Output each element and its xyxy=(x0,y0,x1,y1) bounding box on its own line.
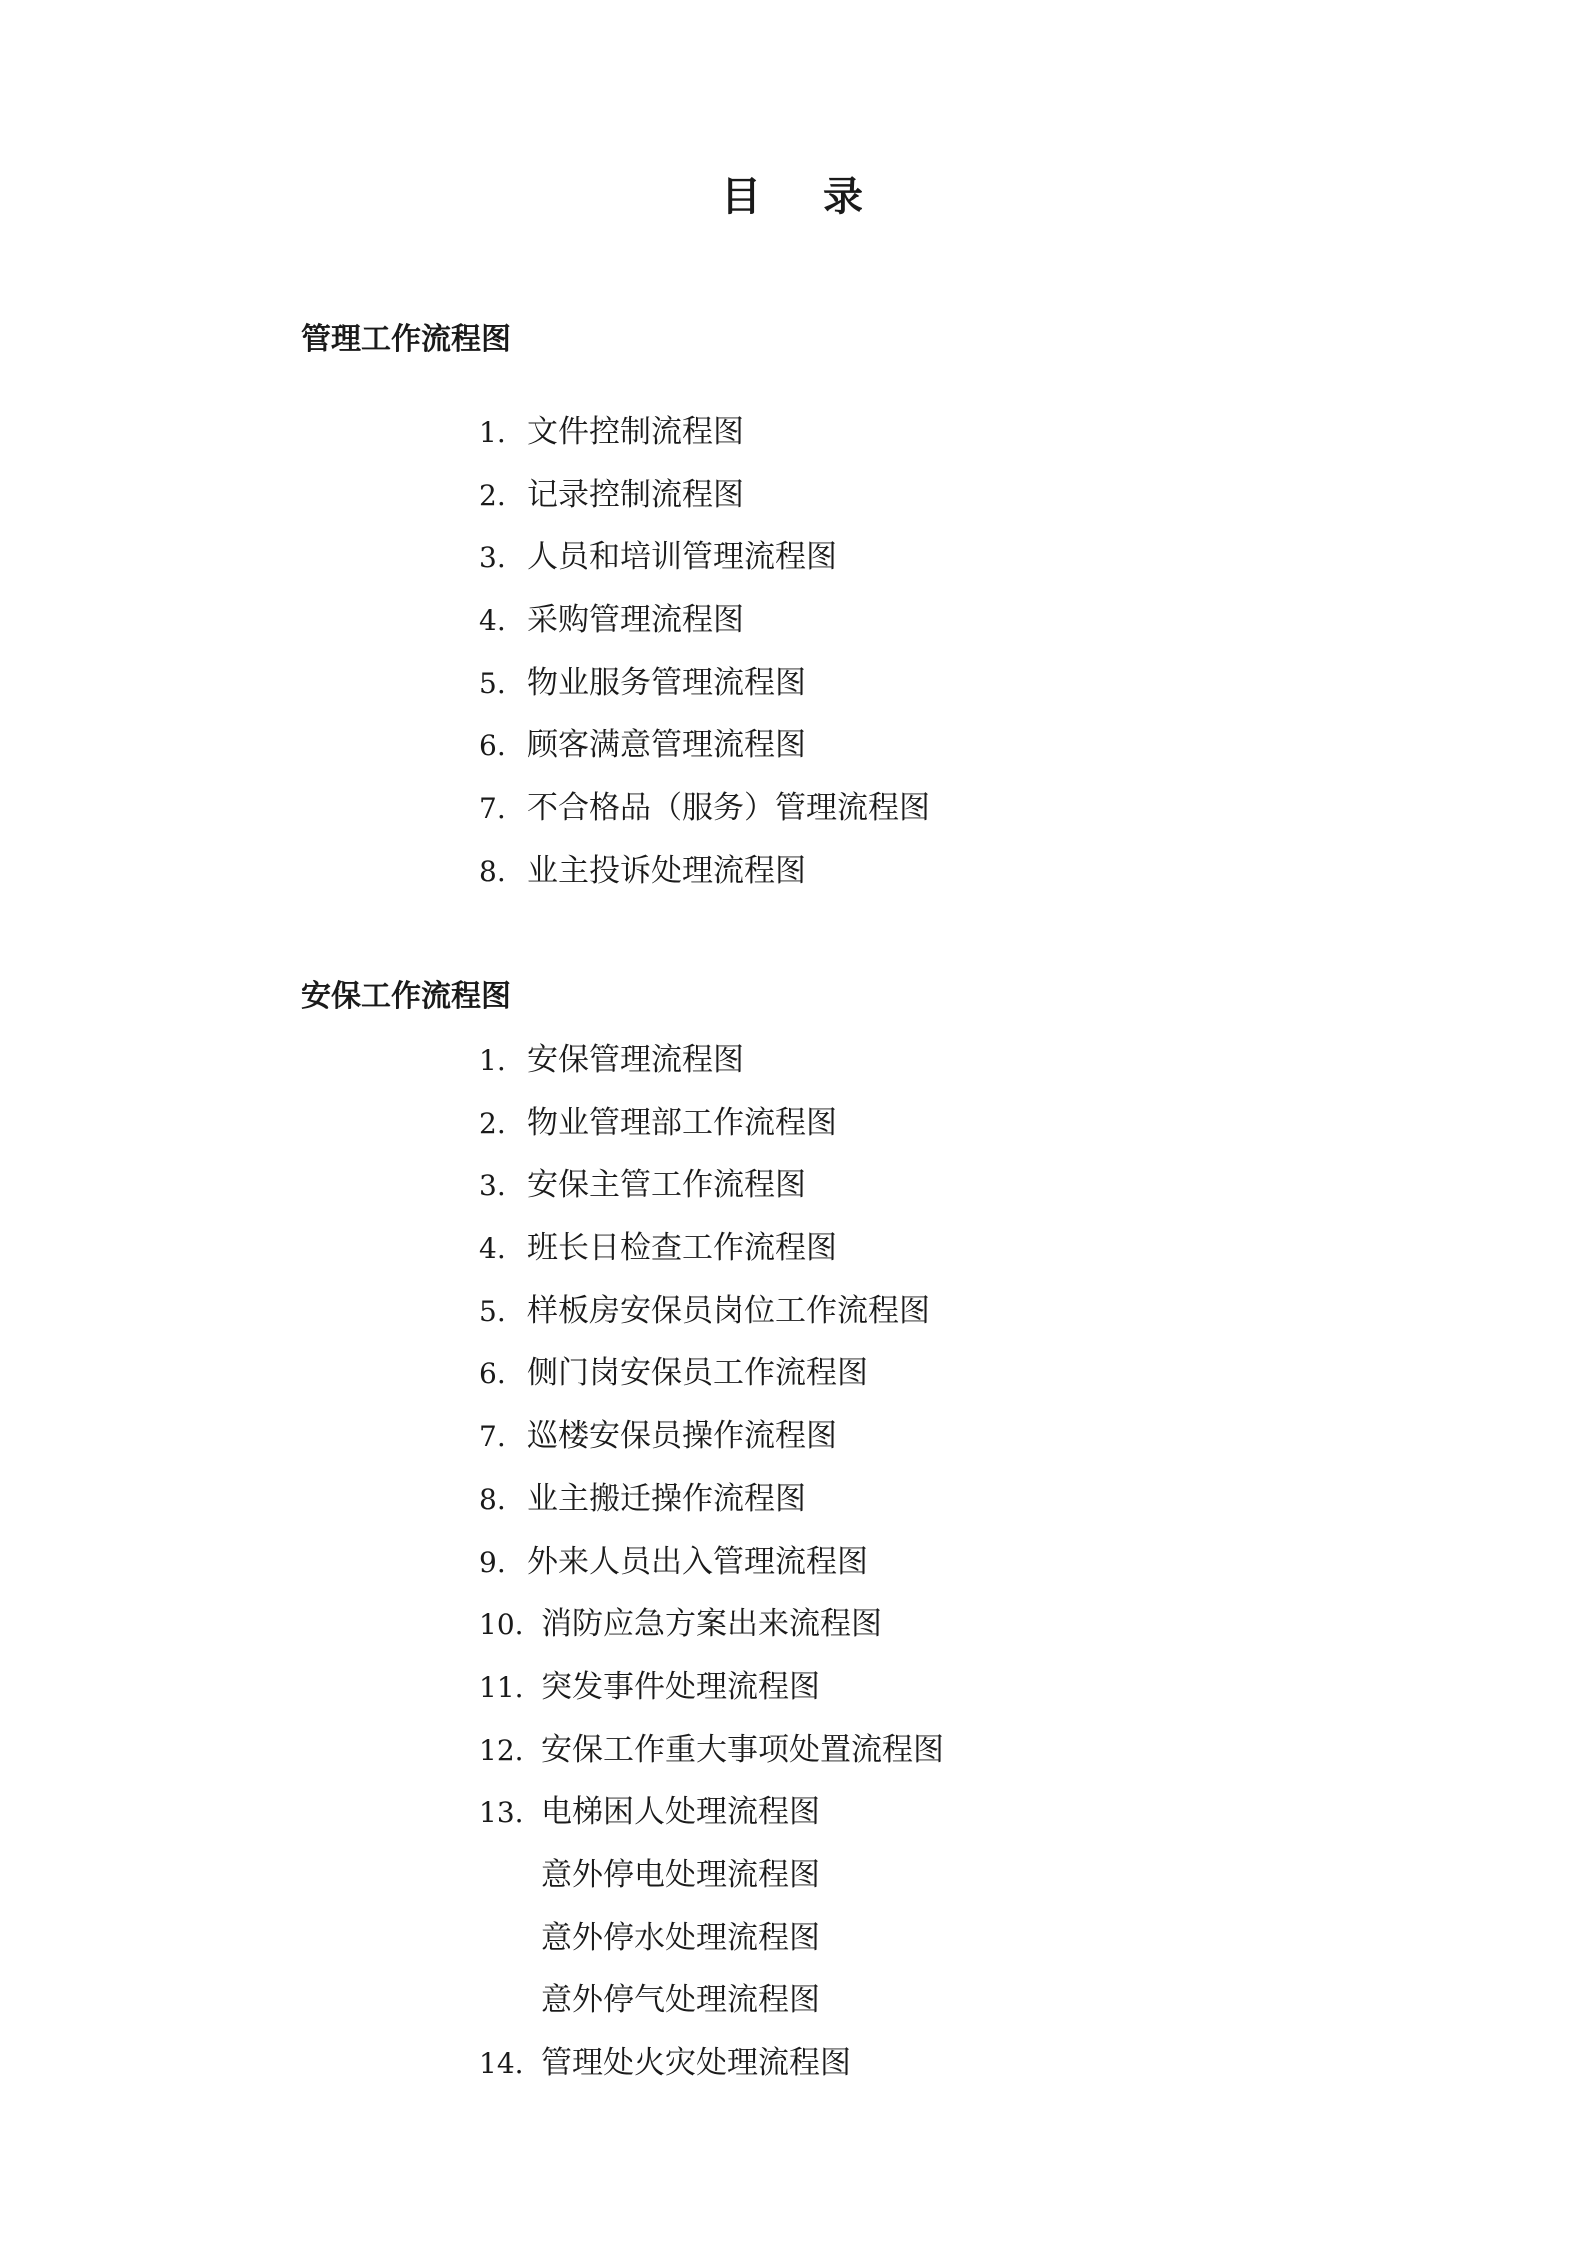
toc-item-number: 14. xyxy=(479,2047,524,2080)
toc-item-label: 安保工作重大事项处置流程图 xyxy=(541,1731,944,1768)
toc-item-label: 突发事件处理流程图 xyxy=(541,1668,820,1705)
toc-item-number: 2. xyxy=(479,1106,506,1140)
toc-item[interactable] xyxy=(479,1165,944,1228)
toc-item-label: 意外停气处理流程图 xyxy=(541,1982,820,2019)
toc-item-number: 5. xyxy=(479,666,506,700)
toc-item-label: 安保管理流程图 xyxy=(527,1042,744,1078)
toc-item[interactable] xyxy=(479,1604,944,1667)
toc-item-number: 6. xyxy=(479,1357,506,1391)
toc-item-label: 顾客满意管理流程图 xyxy=(527,727,806,764)
toc-item-number: 4. xyxy=(479,604,506,638)
toc-item[interactable] xyxy=(479,1855,944,1918)
toc-item-label: 样板房安保员岗位工作流程图 xyxy=(527,1292,930,1329)
toc-item[interactable] xyxy=(479,1228,944,1291)
toc-item[interactable] xyxy=(479,788,930,851)
toc-list-security xyxy=(479,1040,944,2106)
toc-item-number: 8. xyxy=(479,1482,506,1516)
toc-item-label: 业主投诉处理流程图 xyxy=(527,852,806,889)
toc-item-label: 业主搬迁操作流程图 xyxy=(527,1480,806,1517)
page-title-char-1: 目 xyxy=(721,174,763,220)
section-heading-security: 安保工作流程图 xyxy=(301,979,511,1014)
toc-item-number: 11. xyxy=(479,1670,524,1704)
toc-item-label: 管理处火灾处理流程图 xyxy=(541,2045,851,2081)
toc-item-number: 1. xyxy=(479,1044,506,1077)
toc-item-label: 人员和培训管理流程图 xyxy=(527,539,837,576)
toc-item[interactable] xyxy=(479,475,930,538)
toc-item[interactable] xyxy=(479,1103,944,1166)
toc-item-label: 电梯困人处理流程图 xyxy=(541,1794,820,1831)
toc-item[interactable] xyxy=(479,1291,944,1354)
toc-item-number: 10. xyxy=(479,1608,524,1642)
toc-item[interactable] xyxy=(479,1980,944,2043)
toc-item-number: 2. xyxy=(479,478,506,512)
toc-item-number: 5. xyxy=(479,1294,506,1328)
toc-item-number: 1. xyxy=(479,416,506,449)
toc-item[interactable] xyxy=(479,1918,944,1981)
toc-item-number: 7. xyxy=(479,1420,506,1454)
toc-item[interactable] xyxy=(479,537,930,600)
toc-item-label: 班长日检查工作流程图 xyxy=(527,1230,837,1267)
section-heading-management: 管理工作流程图 xyxy=(301,322,511,357)
toc-item[interactable] xyxy=(479,1353,944,1416)
toc-item[interactable] xyxy=(479,600,930,663)
toc-item[interactable] xyxy=(479,412,930,475)
toc-item[interactable] xyxy=(479,1667,944,1730)
toc-item-number: 8. xyxy=(479,854,506,888)
toc-item-label: 外来人员出入管理流程图 xyxy=(527,1543,868,1580)
toc-item[interactable] xyxy=(479,725,930,788)
toc-item-number: 12. xyxy=(479,1733,524,1767)
toc-item-label: 采购管理流程图 xyxy=(527,602,744,639)
toc-item[interactable] xyxy=(479,1040,944,1103)
toc-item[interactable] xyxy=(479,1792,944,1855)
page-title-char-2: 录 xyxy=(823,174,865,220)
toc-item-number: 4. xyxy=(479,1232,506,1266)
toc-item-label: 物业管理部工作流程图 xyxy=(527,1104,837,1141)
toc-item[interactable] xyxy=(479,1416,944,1479)
toc-item-number: 7. xyxy=(479,792,506,826)
toc-item-label: 安保主管工作流程图 xyxy=(527,1167,806,1204)
toc-item[interactable] xyxy=(479,2043,944,2106)
toc-list-management xyxy=(479,412,930,914)
toc-item-label: 不合格品（服务）管理流程图 xyxy=(527,790,930,827)
toc-item-label: 侧门岗安保员工作流程图 xyxy=(527,1355,868,1392)
toc-item-number: 3. xyxy=(479,541,506,575)
toc-item-number: 9. xyxy=(479,1545,506,1579)
toc-item-number: 6. xyxy=(479,729,506,763)
toc-item-label: 记录控制流程图 xyxy=(527,476,744,513)
toc-item-label: 意外停电处理流程图 xyxy=(541,1856,820,1893)
toc-item-label: 文件控制流程图 xyxy=(527,414,744,450)
toc-item-number: 13. xyxy=(479,1796,524,1830)
toc-item[interactable] xyxy=(479,1542,944,1605)
toc-item-label: 消防应急方案出来流程图 xyxy=(541,1606,882,1643)
toc-item[interactable] xyxy=(479,1730,944,1793)
page-title xyxy=(0,165,1586,222)
toc-item-label: 物业服务管理流程图 xyxy=(527,664,806,701)
toc-item[interactable] xyxy=(479,851,930,914)
toc-item-number: 3. xyxy=(479,1169,506,1203)
toc-item-label: 意外停水处理流程图 xyxy=(541,1919,820,1956)
toc-item-label: 巡楼安保员操作流程图 xyxy=(527,1418,837,1455)
toc-item[interactable] xyxy=(479,663,930,726)
toc-item[interactable] xyxy=(479,1479,944,1542)
